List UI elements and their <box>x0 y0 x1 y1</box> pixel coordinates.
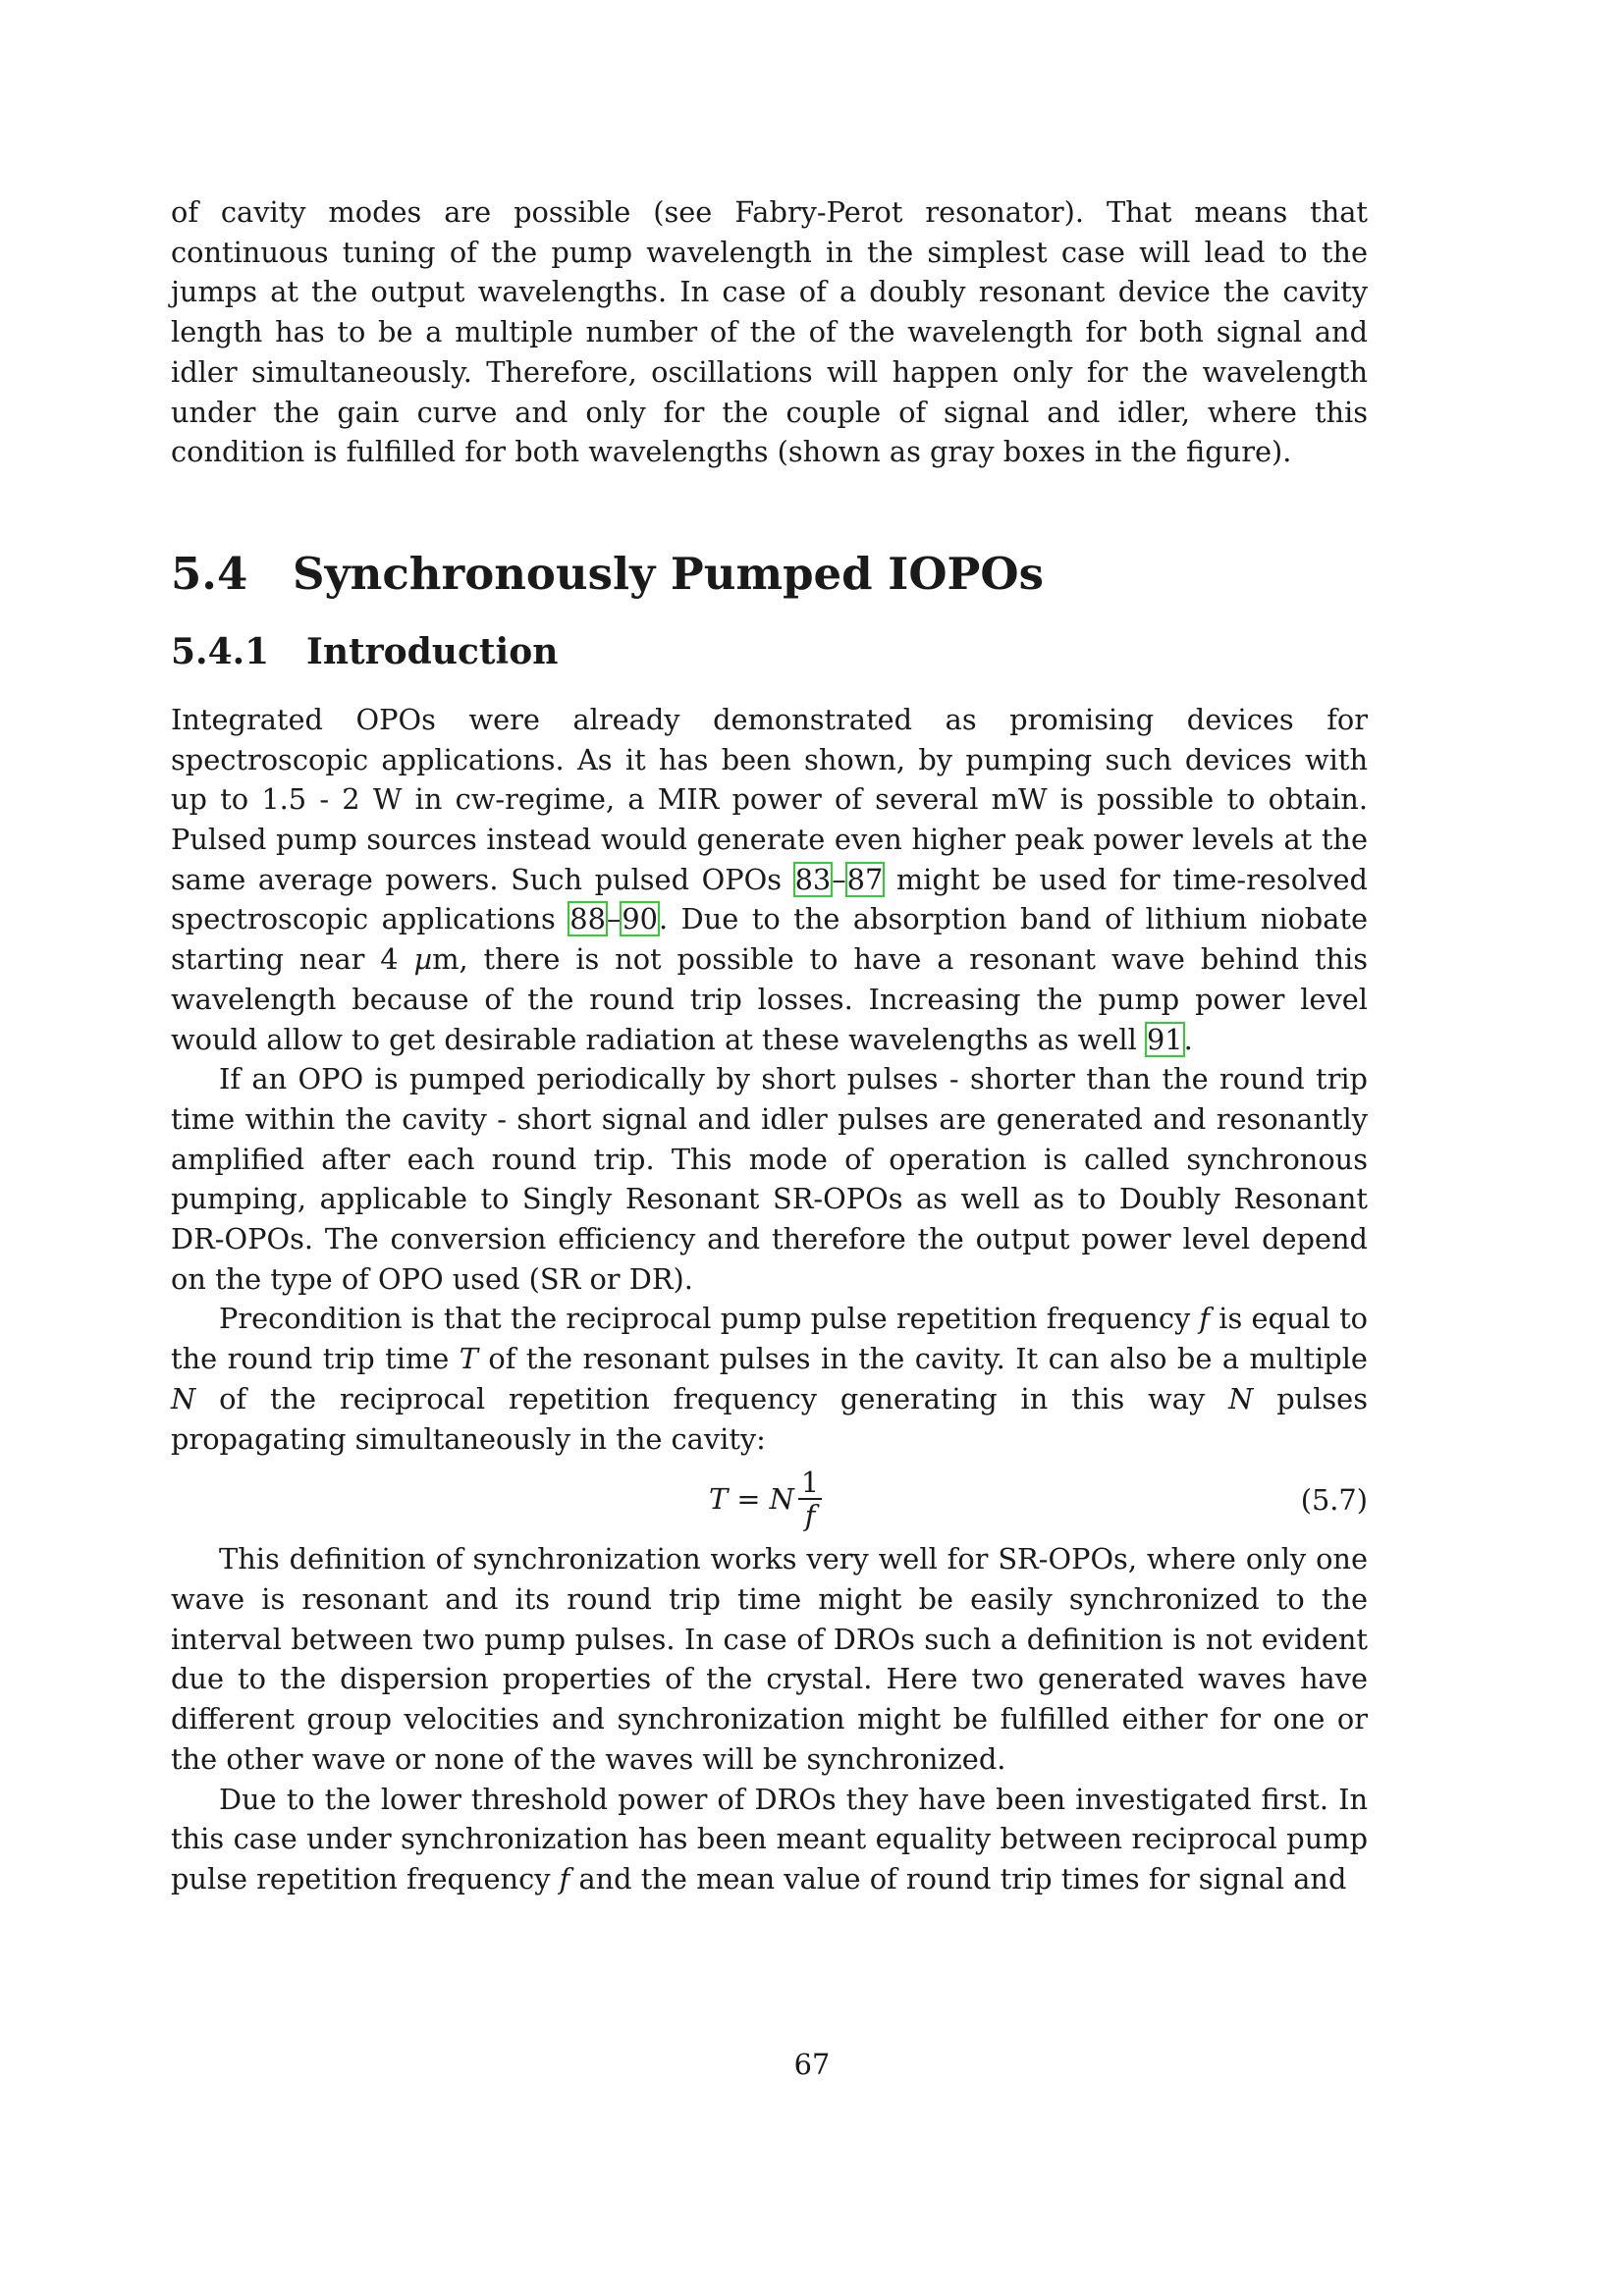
citation-link-91[interactable]: 91 <box>1146 1022 1183 1056</box>
citation-link-87[interactable]: 87 <box>846 862 884 896</box>
subsection-heading <box>171 629 1368 674</box>
section-number: 5.4 <box>171 547 248 600</box>
intro-paragraph: of cavity modes are possible (see Fabry-Perot resonator). That means that continuous tuning of the pump wavelength in the simplest case will lead to the jumps at the output wavelengths. In case of a doubly resonant device the cavity length has to be a multiple number of the of the wavelength for both signal and idler simultaneously. Therefore, oscillations will happen only for the wavelength under the gain curve and only for the couple of signal and idler, where this condition is fulfilled for both wavelengths (shown as gray boxes in the figure). <box>171 195 1368 469</box>
citation-link-83[interactable]: 83 <box>794 862 832 896</box>
citation-link-90[interactable]: 90 <box>622 902 658 936</box>
fraction-numerator: 1 <box>798 1467 822 1500</box>
fraction-denominator: f <box>804 1499 816 1533</box>
section-title: Synchronously Pumped IOPOs <box>293 547 1044 600</box>
math-symbol: f <box>1199 1302 1211 1336</box>
text-run: might be used for time-resolved spectroscopic applications <box>171 862 1368 936</box>
page-number: 67 <box>793 2048 831 2081</box>
text-run: Integrated OPOs were already demonstrated as promising devices for spectroscopic applications. As it has been shown, by pumping such devices with up to 1.5 - 2 W in cw-regime, a MIR power of several mW is possible to obtain. Pulsed pump sources instead would generate even higher peak power levels at the same average powers. Such pulsed OPOs <box>171 702 1368 896</box>
text-run: pulses propagating simultaneously in the cavity: <box>171 1381 1368 1456</box>
paragraph-integrated-opos <box>171 700 1368 1059</box>
equation-n: N <box>769 1481 794 1516</box>
page-body <box>171 192 1368 1899</box>
math-symbol: N <box>1228 1381 1254 1415</box>
paragraph-sr-opo-definition: This definition of synchronization works very well for SR-OPOs, where only one wave is resonant and its round trip time might be easily synchronized to the interval between two pump pulses. In case of DROs such a definition is not evident due to the dispersion properties of the crystal. Here two generated waves have different group velocities and synchronization might be fulfilled either for one or the other wave or none of the waves will be synchronized. <box>171 1542 1368 1776</box>
section-heading <box>171 547 1368 602</box>
equation-lhs: T <box>709 1481 729 1516</box>
text-run: . <box>1183 1022 1193 1056</box>
text-run: and the mean value of round trip times for signal and <box>569 1861 1347 1896</box>
math-symbol: µ <box>413 942 433 977</box>
text-run: – <box>606 902 622 936</box>
text-run: . Due to the absorption band of lithium niobate starting near 4 <box>171 902 1369 977</box>
equation-5-7 <box>171 1459 1368 1539</box>
fraction <box>798 1467 822 1531</box>
paragraph-synchronous-pumping: If an OPO is pumped periodically by short pulses - shorter than the round trip time within the cavity - short signal and idler pulses are generated and resonantly amplified after each round trip. This mode of operation is called synchronous pumping, applicable to Singly Resonant SR-OPOs as well as to Doubly Resonant DR-OPOs. The conversion efficiency and therefore the output power level depend on the type of OPO used (SR or DR). <box>171 1062 1368 1296</box>
text-run: Due to the lower threshold power of DROs they have been investigated first. In this case under synchronization has been meant equality between reciprocal pump pulse repetition frequency <box>171 1782 1368 1896</box>
text-run: – <box>832 862 846 896</box>
citation-link-88[interactable]: 88 <box>569 902 606 936</box>
text-run: is equal to the round trip time <box>171 1302 1368 1376</box>
math-symbol: N <box>171 1381 196 1415</box>
paragraph-dros-threshold <box>171 1780 1368 1899</box>
equation-body <box>709 1463 822 1535</box>
equals-sign: = <box>728 1481 770 1516</box>
text-run: of the reciprocal repetition frequency generating in this way <box>195 1381 1229 1415</box>
math-symbol: T <box>459 1342 478 1376</box>
math-symbol: f <box>559 1861 570 1896</box>
subsection-title: Introduction <box>306 630 559 672</box>
subsection-number: 5.4.1 <box>171 630 270 672</box>
text-run: of the resonant pulses in the cavity. It can also be a multiple <box>477 1342 1368 1376</box>
paragraph-precondition <box>171 1299 1368 1459</box>
text-run: m, there is not possible to have a resonant wave behind this wavelength because of the round trip losses. Increasing the pump power level would allow to get desirable radiation at these wavelengths as well <box>171 942 1369 1056</box>
text-run: Precondition is that the reciprocal pump pulse repetition frequency <box>219 1302 1200 1336</box>
equation-label: (5.7) <box>1300 1483 1368 1518</box>
